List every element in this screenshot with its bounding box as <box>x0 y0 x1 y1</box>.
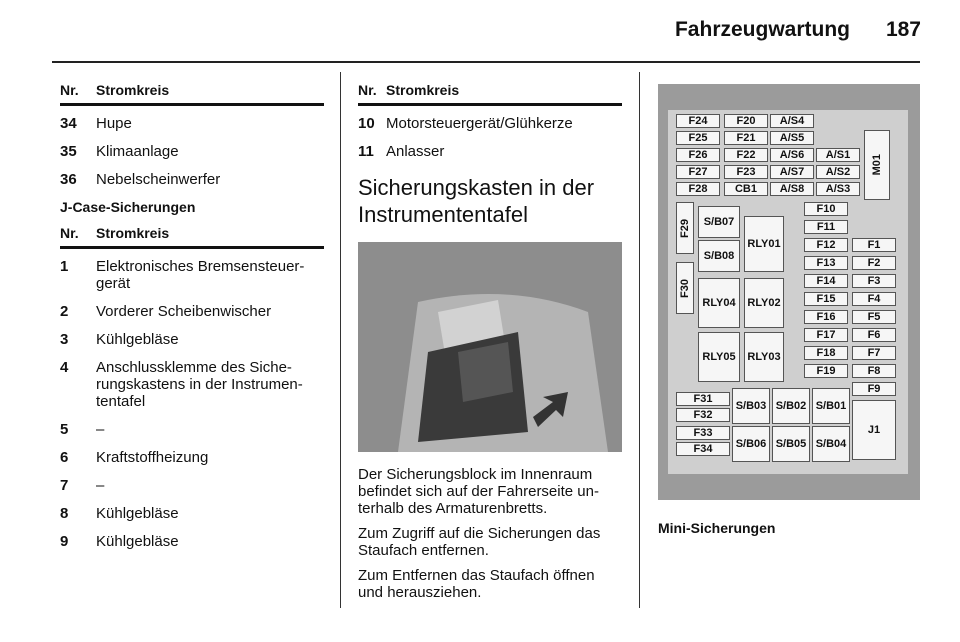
fuse-slot <box>676 262 694 314</box>
fuse-slot <box>816 165 860 179</box>
row-number: 5 <box>60 421 69 438</box>
fuse-label: F17 <box>816 329 836 341</box>
fuse-label: A/S7 <box>779 166 805 178</box>
fuse-slot <box>676 442 730 456</box>
fuse-slot <box>724 131 768 145</box>
row-text: Anschlussklemme des Siche-rungskastens in der Instrumen-tentafel <box>96 359 303 410</box>
fuse-slot <box>812 426 850 462</box>
fuse-label: F6 <box>867 329 881 341</box>
fuse-box-photo <box>358 242 622 452</box>
fuse-slot <box>812 388 850 424</box>
paragraph: Zum Entfernen das Staufach öffnen und herausziehen. <box>358 567 595 601</box>
fuse-label: F9 <box>867 383 881 395</box>
fuse-slot <box>852 364 896 378</box>
fuse-label: J1 <box>867 424 881 436</box>
fuse-slot <box>698 240 740 272</box>
fuse-slot <box>804 364 848 378</box>
fuse-slot <box>698 278 740 328</box>
header-circuit: Stromkreis <box>96 225 170 241</box>
fuse-label: F12 <box>816 239 836 251</box>
row-number: 7 <box>60 477 69 494</box>
fuse-label: F1 <box>867 239 881 251</box>
fuse-slot <box>852 346 896 360</box>
page-title: Fahrzeugwartung <box>674 18 850 41</box>
column-2 <box>358 82 622 609</box>
row-number: 34 <box>60 115 77 132</box>
header-nr: Nr. <box>60 82 79 98</box>
fuse-label: F21 <box>736 132 756 144</box>
fuse-slot <box>852 400 896 460</box>
fuse-label: A/S8 <box>779 183 805 195</box>
row-text: Kühlgebläse <box>96 331 179 348</box>
row-number: 9 <box>60 533 69 550</box>
fuse-slot <box>676 148 720 162</box>
row-number: 4 <box>60 359 69 376</box>
fuse-slot <box>676 114 720 128</box>
section-heading: Sicherungskasten in der Instrumententafel <box>358 175 595 227</box>
row-text: Hupe <box>96 115 132 132</box>
fuse-slot <box>770 114 814 128</box>
fuse-slot <box>676 202 694 254</box>
fuse-label: F11 <box>816 221 836 233</box>
row-text: Anlasser <box>386 143 445 160</box>
diagram-caption: Mini-Sicherungen <box>658 520 776 536</box>
fuse-label: F3 <box>867 275 881 287</box>
fuse-label: F22 <box>736 149 756 161</box>
table-row <box>60 331 324 348</box>
fuse-slot <box>804 238 848 252</box>
table-row <box>60 359 324 410</box>
table-header <box>358 82 622 106</box>
fuse-slot <box>676 392 730 406</box>
fuse-box-diagram <box>658 84 920 500</box>
fuse-label: F16 <box>816 311 836 323</box>
fuse-label: F2 <box>867 257 881 269</box>
fuse-slot <box>852 292 896 306</box>
fuse-label: F25 <box>688 132 708 144</box>
paragraph: Zum Zugriff auf die Sicherungen das Staufach entfernen. <box>358 525 601 559</box>
fuse-slot <box>804 310 848 324</box>
row-text: Kraftstoffheizung <box>96 449 209 466</box>
table-row <box>60 258 324 292</box>
fuse-label: F8 <box>867 365 881 377</box>
fuse-slot <box>724 148 768 162</box>
fuse-label: F31 <box>693 393 713 405</box>
table-row <box>60 449 324 466</box>
row-number: 3 <box>60 331 69 348</box>
header-circuit: Stromkreis <box>96 82 170 98</box>
fuse-slot <box>804 292 848 306</box>
fuse-label: RLY01 <box>747 238 781 250</box>
fuse-label: S/B08 <box>703 250 735 262</box>
fuse-slot <box>852 328 896 342</box>
fuse-label: F4 <box>867 293 881 305</box>
table-row <box>60 303 324 320</box>
fuse-slot <box>770 165 814 179</box>
fuse-slot <box>804 274 848 288</box>
row-number: 35 <box>60 143 77 160</box>
fuse-label: F30 <box>679 278 691 298</box>
fuse-label: S/B03 <box>735 400 767 412</box>
fuse-slot <box>676 426 730 440</box>
row-text: Nebelscheinwerfer <box>96 171 221 188</box>
fuse-label: F33 <box>693 427 713 439</box>
fuse-label: A/S1 <box>825 149 851 161</box>
fuse-label: F32 <box>693 409 713 421</box>
row-number: 2 <box>60 303 69 320</box>
section-subheading: J-Case-Sicherungen <box>60 199 196 215</box>
fuse-label: F5 <box>867 311 881 323</box>
fuse-label: M01 <box>871 154 883 176</box>
fuse-label: A/S4 <box>779 115 805 127</box>
fuse-slot <box>816 148 860 162</box>
fuse-label: S/B06 <box>735 438 767 450</box>
row-text: Klimaanlage <box>96 143 179 160</box>
fuse-slot <box>852 310 896 324</box>
fuse-label: F20 <box>736 115 756 127</box>
fuse-label: A/S5 <box>779 132 805 144</box>
table-row <box>60 533 324 550</box>
fuse-slot <box>770 148 814 162</box>
column-divider <box>639 72 640 608</box>
fuse-label: F34 <box>693 443 713 455</box>
column-divider <box>340 72 341 608</box>
fuse-slot <box>852 382 896 396</box>
fuse-slot <box>852 256 896 270</box>
table-row <box>358 143 622 160</box>
table-row <box>60 505 324 522</box>
row-text: Elektronisches Bremsensteuer-gerät <box>96 258 305 292</box>
fuse-slot <box>816 182 860 196</box>
fuse-label: F24 <box>688 115 708 127</box>
paragraph: Der Sicherungsblock im Innenraum befindet sich auf der Fahrerseite un-terhalb des Armaturenbretts. <box>358 466 599 517</box>
fuse-label: F15 <box>816 293 836 305</box>
fuse-slot <box>732 426 770 462</box>
header-nr: Nr. <box>60 225 79 241</box>
fuse-label: A/S3 <box>825 183 851 195</box>
row-text: Motorsteuergerät/Glühkerze <box>386 115 573 132</box>
fuse-slot <box>804 202 848 216</box>
table-row <box>60 143 324 160</box>
row-number: 11 <box>358 143 374 160</box>
fuse-label: F28 <box>688 183 708 195</box>
fuse-label: A/S6 <box>779 149 805 161</box>
fuse-label: CB1 <box>734 183 757 195</box>
fuse-slot <box>804 256 848 270</box>
header-nr: Nr. <box>358 82 377 98</box>
fuse-slot <box>724 114 768 128</box>
fuse-label: S/B01 <box>815 400 847 412</box>
column-1 <box>60 82 324 561</box>
table-header <box>60 82 324 106</box>
fuse-label: S/B02 <box>775 400 807 412</box>
fuse-label: F14 <box>816 275 836 287</box>
row-text: – <box>96 477 105 494</box>
table-row <box>60 115 324 132</box>
fuse-slot <box>864 130 890 200</box>
fuse-slot <box>676 131 720 145</box>
row-number: 6 <box>60 449 69 466</box>
fuse-slot <box>732 388 770 424</box>
header-circuit: Stromkreis <box>386 82 460 98</box>
fuse-slot <box>724 165 768 179</box>
table-row <box>60 477 324 494</box>
row-text: Kühlgebläse <box>96 533 179 550</box>
fuse-slot <box>744 216 784 272</box>
row-number: 1 <box>60 258 69 275</box>
fuse-label: RLY04 <box>702 297 736 309</box>
fuse-slot <box>772 388 810 424</box>
row-number: 8 <box>60 505 69 522</box>
table-header <box>60 225 324 249</box>
fuse-label: F10 <box>816 203 836 215</box>
fuse-label: F23 <box>736 166 756 178</box>
fuse-slot <box>698 332 740 382</box>
fuse-label: F27 <box>688 166 708 178</box>
fuse-slot <box>676 182 720 196</box>
header-rule <box>52 61 920 63</box>
fuse-label: F19 <box>816 365 836 377</box>
fuse-label: RLY03 <box>747 351 781 363</box>
fuse-label: RLY02 <box>747 297 781 309</box>
fuse-label: F29 <box>679 218 691 238</box>
fuse-slot <box>744 278 784 328</box>
row-text: Kühlgebläse <box>96 505 179 522</box>
fuse-panel <box>668 110 908 474</box>
fuse-slot <box>852 238 896 252</box>
fuse-label: F26 <box>688 149 708 161</box>
fuse-label: A/S2 <box>825 166 851 178</box>
row-number: 36 <box>60 171 77 188</box>
fuse-slot <box>770 131 814 145</box>
fuse-label: F13 <box>816 257 836 269</box>
fuse-slot <box>770 182 814 196</box>
fuse-label: S/B04 <box>815 438 847 450</box>
fuse-slot <box>744 332 784 382</box>
fuse-slot <box>676 165 720 179</box>
fuse-slot <box>724 182 768 196</box>
row-text: – <box>96 421 105 438</box>
fuse-slot <box>804 328 848 342</box>
fuse-label: F7 <box>867 347 881 359</box>
fuse-label: S/B07 <box>703 216 735 228</box>
fuse-slot <box>852 274 896 288</box>
page-header <box>0 0 960 62</box>
row-number: 10 <box>358 115 375 132</box>
row-text: Vorderer Scheibenwischer <box>96 303 272 320</box>
table-row <box>60 421 324 438</box>
fuse-slot <box>676 408 730 422</box>
fuse-slot <box>698 206 740 238</box>
table-row <box>358 115 622 132</box>
fuse-label: RLY05 <box>702 351 736 363</box>
fuse-label: S/B05 <box>775 438 807 450</box>
fuse-slot <box>804 346 848 360</box>
fuse-label: F18 <box>816 347 836 359</box>
fuse-slot <box>772 426 810 462</box>
table-row <box>60 171 324 188</box>
page-number: 187 <box>885 18 921 41</box>
fuse-slot <box>804 220 848 234</box>
